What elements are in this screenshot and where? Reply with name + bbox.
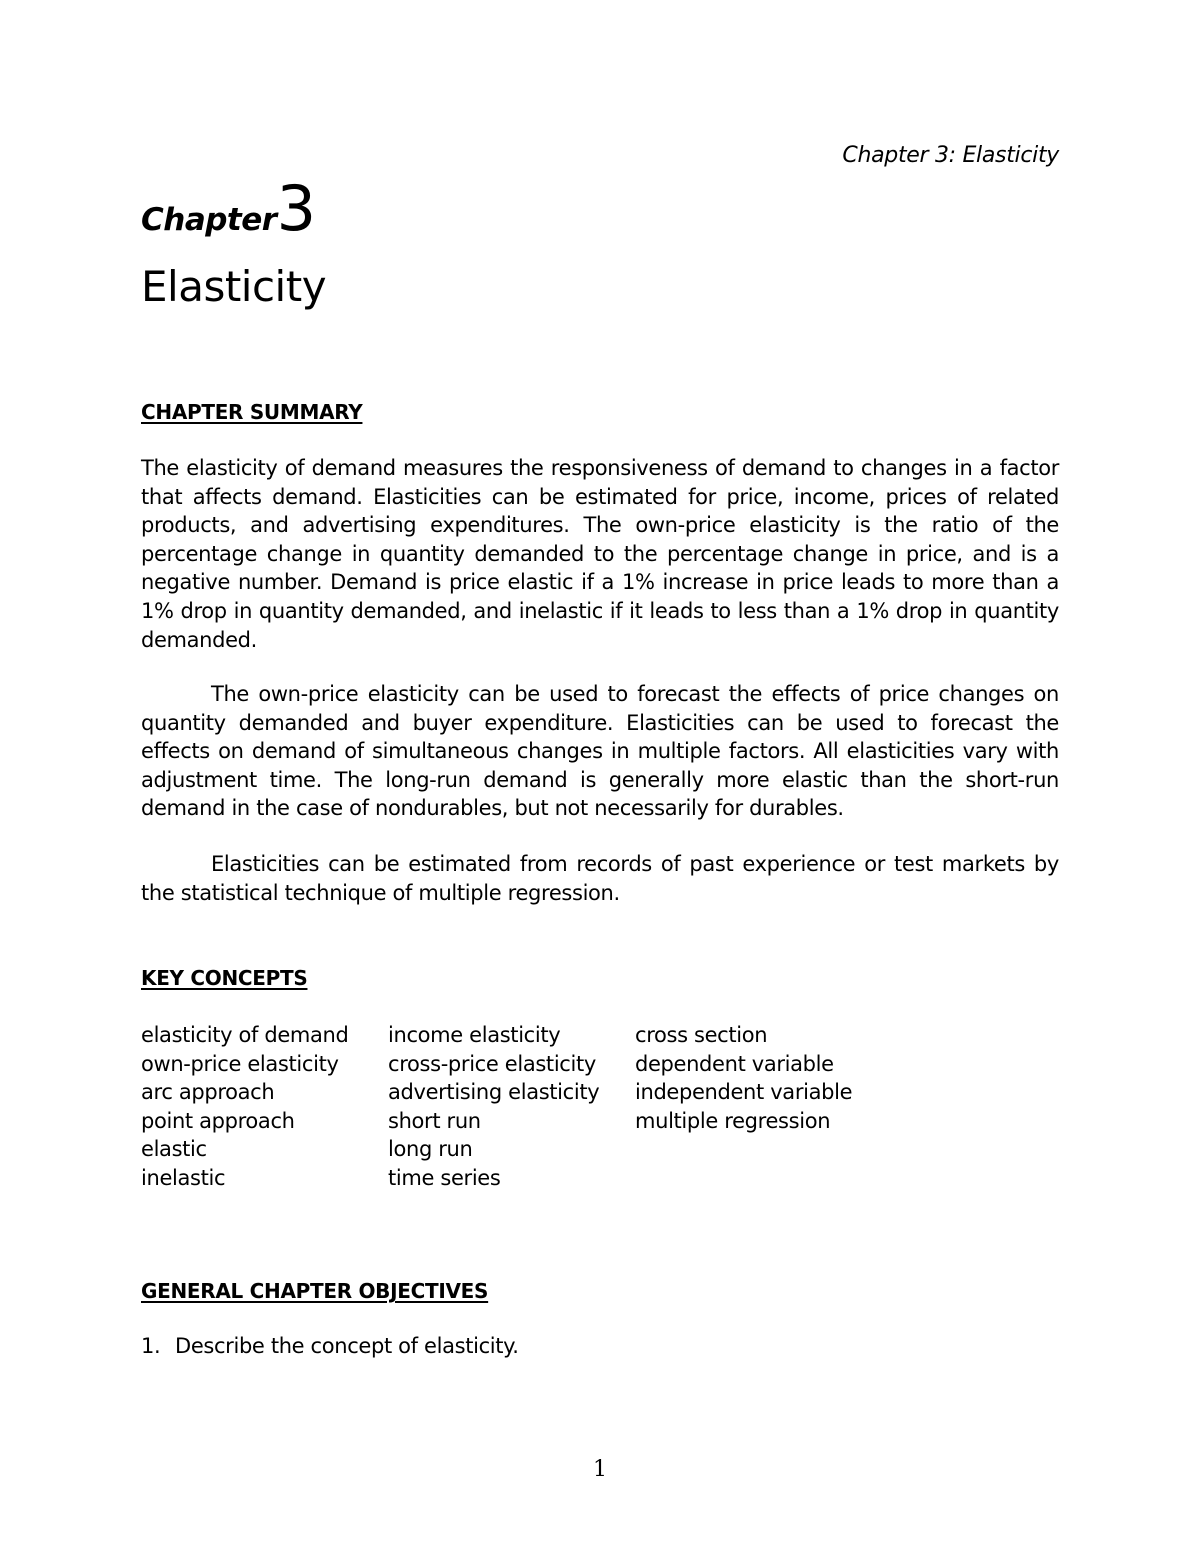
concept-item: own-price elasticity xyxy=(141,1051,339,1076)
chapter-summary-heading: CHAPTER SUMMARY xyxy=(141,400,363,424)
chapter-word: Chapter xyxy=(141,202,277,238)
concept-column-2 xyxy=(388,1021,635,1193)
summary-paragraph-3: Elasticities can be estimated from records of past experience or test markets by the statistical technique of multiple regression. xyxy=(141,852,1059,905)
chapter-title: Elasticity xyxy=(141,262,327,311)
key-concepts-list xyxy=(141,1021,895,1193)
objectives-heading: GENERAL CHAPTER OBJECTIVES xyxy=(141,1279,489,1303)
summary-paragraph-1: The elasticity of demand measures the responsiveness of demand to changes in a factor that affects demand. Elasticities can be estimated for price, income, prices of related products, and advertising expenditures. The own-price elasticity is the ratio of the percentage change in quantity demanded to the percentage change in price, and is a negative number. Demand is price elastic if a 1% increase in price leads to more than a 1% drop in quantity demanded, and inelastic if it leads to less than a 1% drop in quantity demanded. xyxy=(141,456,1059,652)
concept-item: multiple regression xyxy=(635,1108,831,1133)
key-concepts-heading: KEY CONCEPTS xyxy=(141,966,308,990)
concept-item: income elasticity xyxy=(388,1023,561,1047)
concept-item: long run xyxy=(388,1137,473,1162)
chapter-number: 3 xyxy=(276,172,316,245)
objective-text: Describe the concept of elasticity. xyxy=(175,1334,519,1358)
concept-item: dependent variable xyxy=(635,1051,834,1076)
summary-paragraph-2: The own-price elasticity can be used to forecast the effects of price changes on quantity demanded and buyer expenditure. Elasticities can be used to forecast the effects on demand of simultaneous changes in multiple factors. All elasticities vary with adjustment time. The long-run demand is generally more elastic than the short-run demand in the case of nondurables, but not necessarily for durables. xyxy=(141,682,1059,821)
concept-column-3 xyxy=(635,1021,895,1193)
concept-item: inelastic xyxy=(141,1165,226,1190)
concept-item: elastic xyxy=(141,1137,207,1162)
concept-item: time series xyxy=(388,1165,501,1190)
running-header: Chapter 3: Elasticity xyxy=(842,143,1059,168)
concept-item: elasticity of demand xyxy=(141,1023,349,1047)
concept-item: arc approach xyxy=(141,1080,275,1105)
concept-column-1 xyxy=(141,1021,388,1193)
concept-item: advertising elasticity xyxy=(388,1080,600,1105)
concept-item: cross section xyxy=(635,1023,768,1047)
concept-item: independent variable xyxy=(635,1080,853,1105)
chapter-label xyxy=(141,172,316,245)
objective-number: 1. xyxy=(141,1334,161,1358)
concept-item: short run xyxy=(388,1108,481,1133)
page-number: 1 xyxy=(593,1457,607,1482)
objective-item xyxy=(141,1334,519,1358)
concept-item: point approach xyxy=(141,1108,295,1133)
concept-item: cross-price elasticity xyxy=(388,1051,596,1076)
